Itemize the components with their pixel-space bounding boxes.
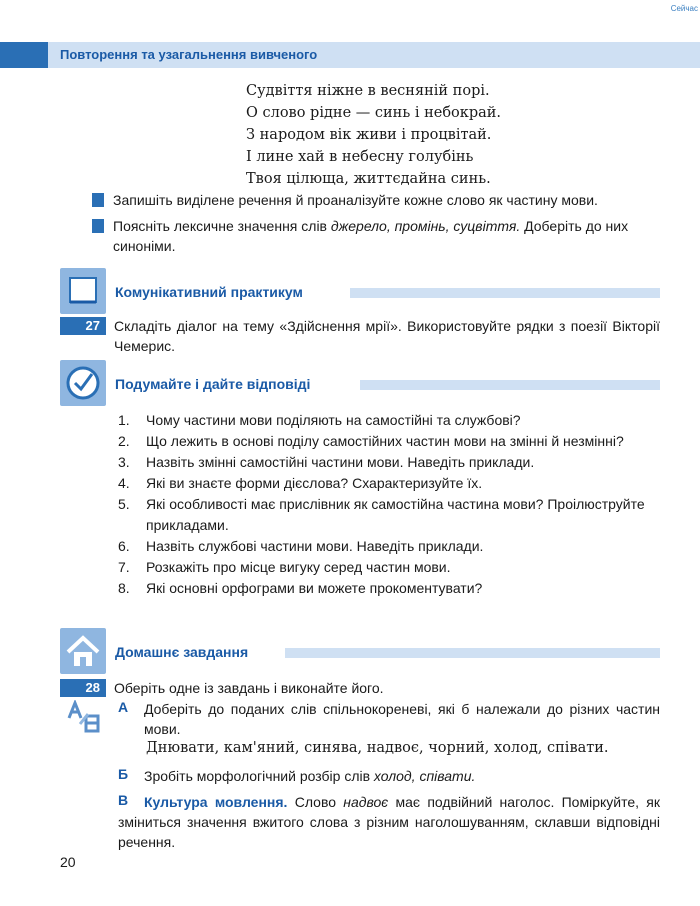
task-item <box>94 216 660 256</box>
section-line <box>360 380 660 390</box>
task-text: Поясніть лексичне значення слів джерело, промінь, суцвіття. Доберіть до них синоніми. <box>113 218 629 254</box>
words-line: Днювати, кам'яний, синява, надвоє, чорний, холод, співати. <box>146 740 609 756</box>
task-b-text: Зробіть морфологічний розбір слів холод, співати. <box>144 768 476 784</box>
house-icon <box>60 628 106 674</box>
exercise-28-intro: Оберіть одне із завдань і виконайте його. <box>114 680 384 696</box>
task-letter-a: А <box>118 699 129 715</box>
poem-line: Судвіття ніжне в весняній порі. <box>246 83 490 99</box>
poem-line: Твоя цілюща, життєдайна синь. <box>246 171 491 187</box>
list-item: 8. Які основні орфограми ви можете прокоментувати? <box>118 580 483 596</box>
clock-check-icon <box>60 360 106 406</box>
poem-line: З народом вік живи і процвітай. <box>246 127 492 143</box>
list-item: 3. Назвіть змінні самостійні частини мови. Наведіть приклади. <box>118 454 535 470</box>
questions-list <box>118 410 658 599</box>
list-item: 2. Що лежить в основі поділу самостійних частин мови на змінні й незмінні? <box>118 433 624 449</box>
list-item: 4. Які ви знаєте форми дієслова? Схарактеризуйте їх. <box>118 475 483 491</box>
bullet-square-icon <box>92 219 104 233</box>
exercise-27-text: Складіть діалог на тему «Здійснення мрії». Використовуйте рядки з поезії Вікторії Чемерис. <box>114 318 660 354</box>
practicum-icon <box>60 268 106 314</box>
corner-mark: Сейчас <box>670 4 698 13</box>
page-number: 20 <box>60 854 76 870</box>
exercise-number-badge: 28 <box>60 679 106 697</box>
bullet-square-icon <box>92 193 104 207</box>
exercise-number-badge: 27 <box>60 317 106 335</box>
task-letter-v: В <box>118 792 129 808</box>
section-practicum <box>60 268 660 316</box>
section-title: Комунікативний практикум <box>115 284 303 300</box>
section-questions <box>60 360 660 408</box>
list-item: 7. Розкажіть про місце вигуку серед частин мови. <box>118 559 451 575</box>
task-text: Запишіть виділене речення й проаналізуйте кожне слово як частину мови. <box>113 192 598 208</box>
list-item: 1. Чому частини мови поділяють на самостійні та службові? <box>118 412 521 428</box>
section-home <box>60 628 660 676</box>
alphabet-icon <box>66 700 102 734</box>
task-letter-b: Б <box>118 766 129 782</box>
section-line <box>285 648 660 658</box>
list-item: 6. Назвіть службові частини мови. Наведіть приклади. <box>118 538 484 554</box>
section-line <box>350 288 660 298</box>
poem-line: О слово рідне — синь і небокрай. <box>246 105 502 121</box>
poem <box>246 80 501 190</box>
header-bar <box>0 42 700 68</box>
section-title: Подумайте і дайте відповіді <box>115 376 311 392</box>
poem-line: І лине хай в небесну голубінь <box>246 149 474 165</box>
list-item: 5. Які особливості має прислівник як самостійна частина мови? Проілюструйте прикладами. <box>118 496 645 533</box>
task-v-text: Культура мовлення. Слово надвоє має подвійний наголос. Поміркуйте, як зміниться значення вжитого слова з різним наголошуванням, склавши відповідні речення. <box>118 794 660 850</box>
page-header-title: Повторення та узагальнення вивченого <box>60 47 318 62</box>
header-accent <box>0 42 48 68</box>
task-item <box>94 190 660 210</box>
task-a-text: Доберіть до поданих слів спільнокореневі, які б належали до різних частин мови. <box>144 701 660 737</box>
section-title: Домашнє завдання <box>115 644 249 660</box>
